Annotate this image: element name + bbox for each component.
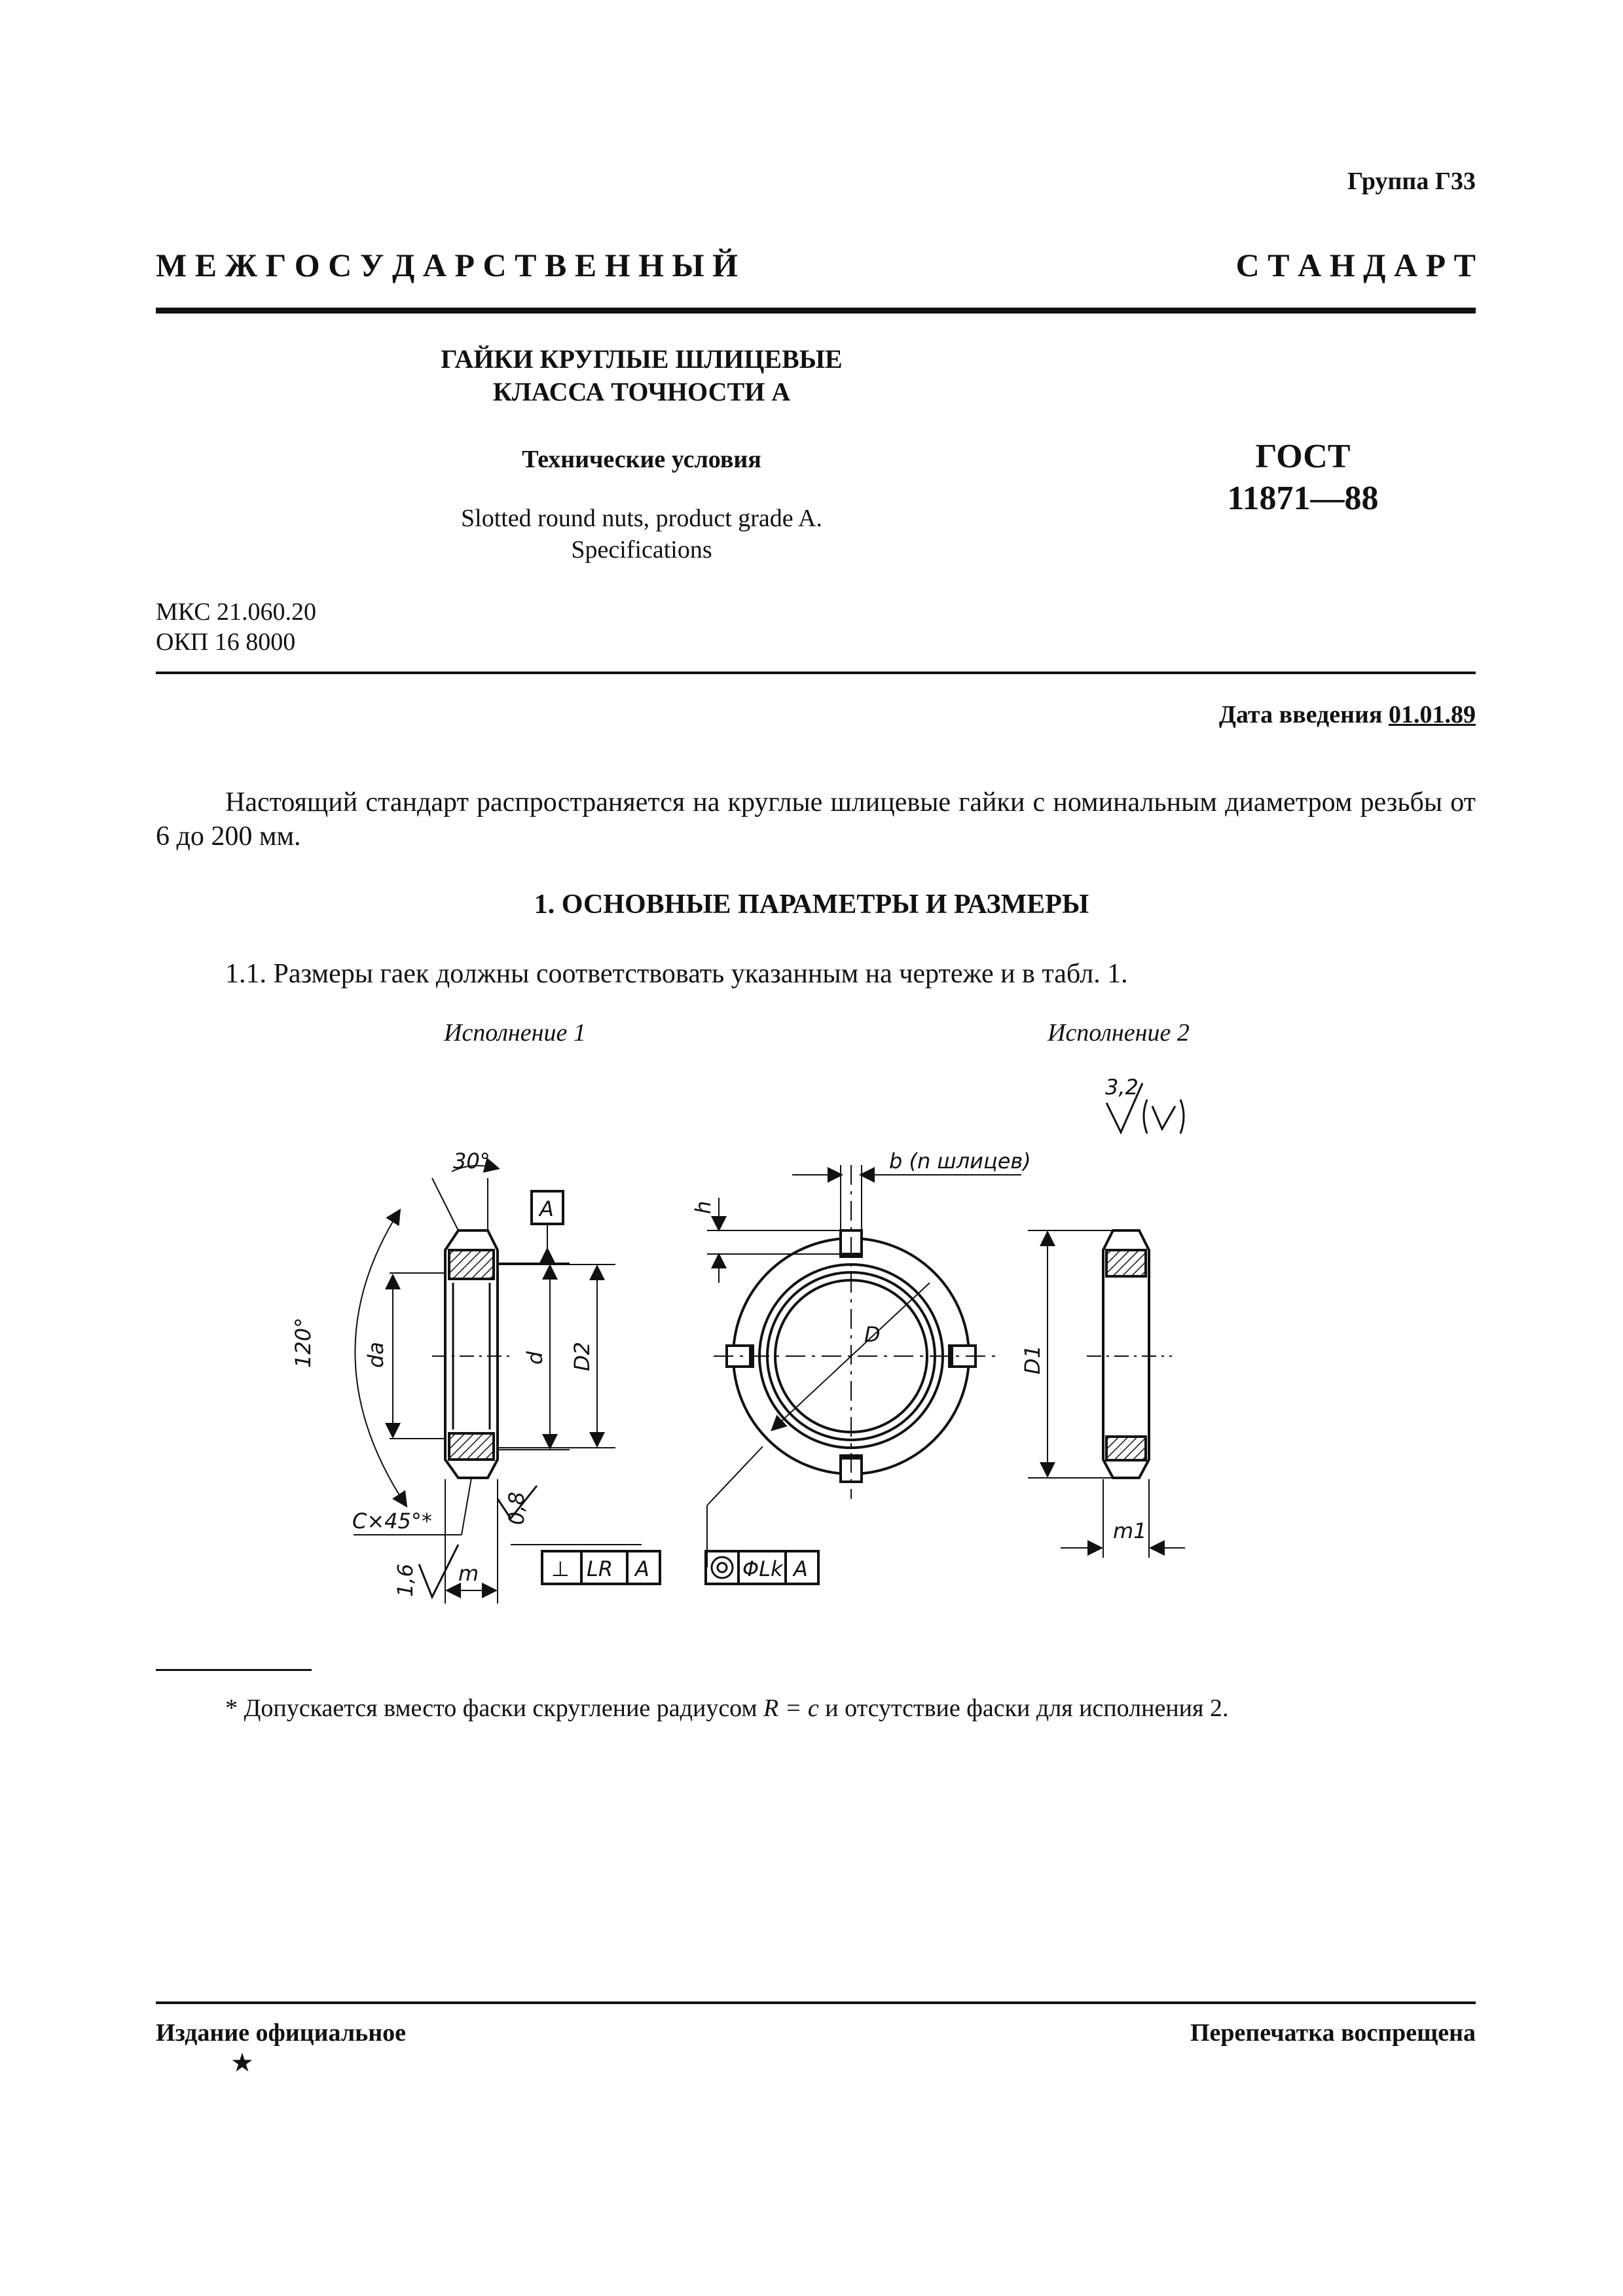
footnote-rule <box>156 1669 312 1671</box>
footnote-formula: R = c <box>763 1695 819 1722</box>
angle-120-label: 120° <box>291 1317 316 1368</box>
paragraph-1-1: 1.1. Размеры гаек должны соответствовать указанным на чертеже и в табл. 1. <box>225 959 1128 989</box>
m1-label: m1 <box>1113 1518 1147 1543</box>
english-title-line-2: Specifications <box>571 536 712 564</box>
document-subtitle: Технические условия <box>522 446 761 473</box>
b-label: b (n шлицев) <box>889 1149 1031 1174</box>
star-icon: ★ <box>230 2048 254 2077</box>
h-label: h <box>691 1200 716 1214</box>
m-label: m <box>458 1561 479 1586</box>
footer-rule <box>156 2001 1476 2004</box>
d1-label: D1 <box>1020 1345 1045 1374</box>
roughness-16-label: 1,6 <box>393 1564 418 1597</box>
official-edition: Издание официальное <box>156 2019 407 2047</box>
d2-label: D2 <box>570 1342 594 1371</box>
gost-number: 11871—88 <box>1227 480 1379 517</box>
footnote-prefix: * Допускается вместо фаски скругление радиусом <box>225 1695 757 1722</box>
concentricity-symbol-text: ◎ <box>736 1576 737 1577</box>
intro-paragraph: Настоящий стандарт распространяется на круглые шлицевые гайки с номинальным диаметром резьбы от 6 до 200 мм. <box>156 787 1476 852</box>
variant2-section <box>1028 1083 1185 1558</box>
caption-variant-1: Исполнение 1 <box>444 1019 586 1047</box>
perpendicularity-symbol: ⊥ <box>551 1556 570 1581</box>
frame-ref-a: A <box>635 1556 649 1581</box>
footnote-suffix: и отсутствие фаски для исполнения 2. <box>825 1695 1229 1722</box>
group-code: Группа Г33 <box>1347 168 1476 195</box>
banner-word-2: С Т А Н Д А Р Т <box>1235 247 1476 283</box>
angle-30-label: 30° <box>453 1149 490 1174</box>
variant1-face-view <box>706 1165 1021 1584</box>
date-value: 01.01.89 <box>1389 701 1476 728</box>
title-line-2: КЛАССА ТОЧНОСТИ А <box>492 377 791 406</box>
english-title-line-1: Slotted round nuts, product grade A. <box>461 505 822 532</box>
footnote <box>225 1694 1229 1723</box>
roughness-08-label: 0,8 <box>504 1492 529 1525</box>
variant1-section <box>354 1166 660 1604</box>
chamfer-label: C×45°* <box>352 1509 432 1534</box>
banner-word-1: М Е Ж Г О С У Д А Р С Т В Е Н Н Ы Й <box>156 247 738 283</box>
phi-lk-label: ΦLk <box>742 1556 783 1581</box>
frame-ref-a-2: A <box>793 1556 808 1581</box>
section-heading: 1. ОСНОВНЫЕ ПАРАМЕТРЫ И РАЗМЕРЫ <box>534 889 1089 920</box>
d-diameter-label: D <box>864 1322 881 1347</box>
lr-label: LR <box>587 1556 613 1581</box>
datum-a-label: A <box>539 1196 554 1221</box>
reprint-prohibited: Перепечатка воспрещена <box>1190 2019 1476 2047</box>
caption-variant-2: Исполнение 2 <box>1048 1019 1190 1047</box>
date-label: Дата введения <box>1218 701 1383 728</box>
okp-code: ОКП 16 8000 <box>156 628 296 656</box>
gost-label: ГОСТ <box>1255 438 1351 475</box>
d-label: d <box>522 1351 547 1365</box>
da-label: da <box>363 1342 388 1368</box>
roughness-32-label: 3,2 <box>1105 1075 1139 1100</box>
title-line-1: ГАЙКИ КРУГЛЫЕ ШЛИЦЕВЫЕ <box>441 344 843 374</box>
mks-code: МКС 21.060.20 <box>156 598 317 626</box>
